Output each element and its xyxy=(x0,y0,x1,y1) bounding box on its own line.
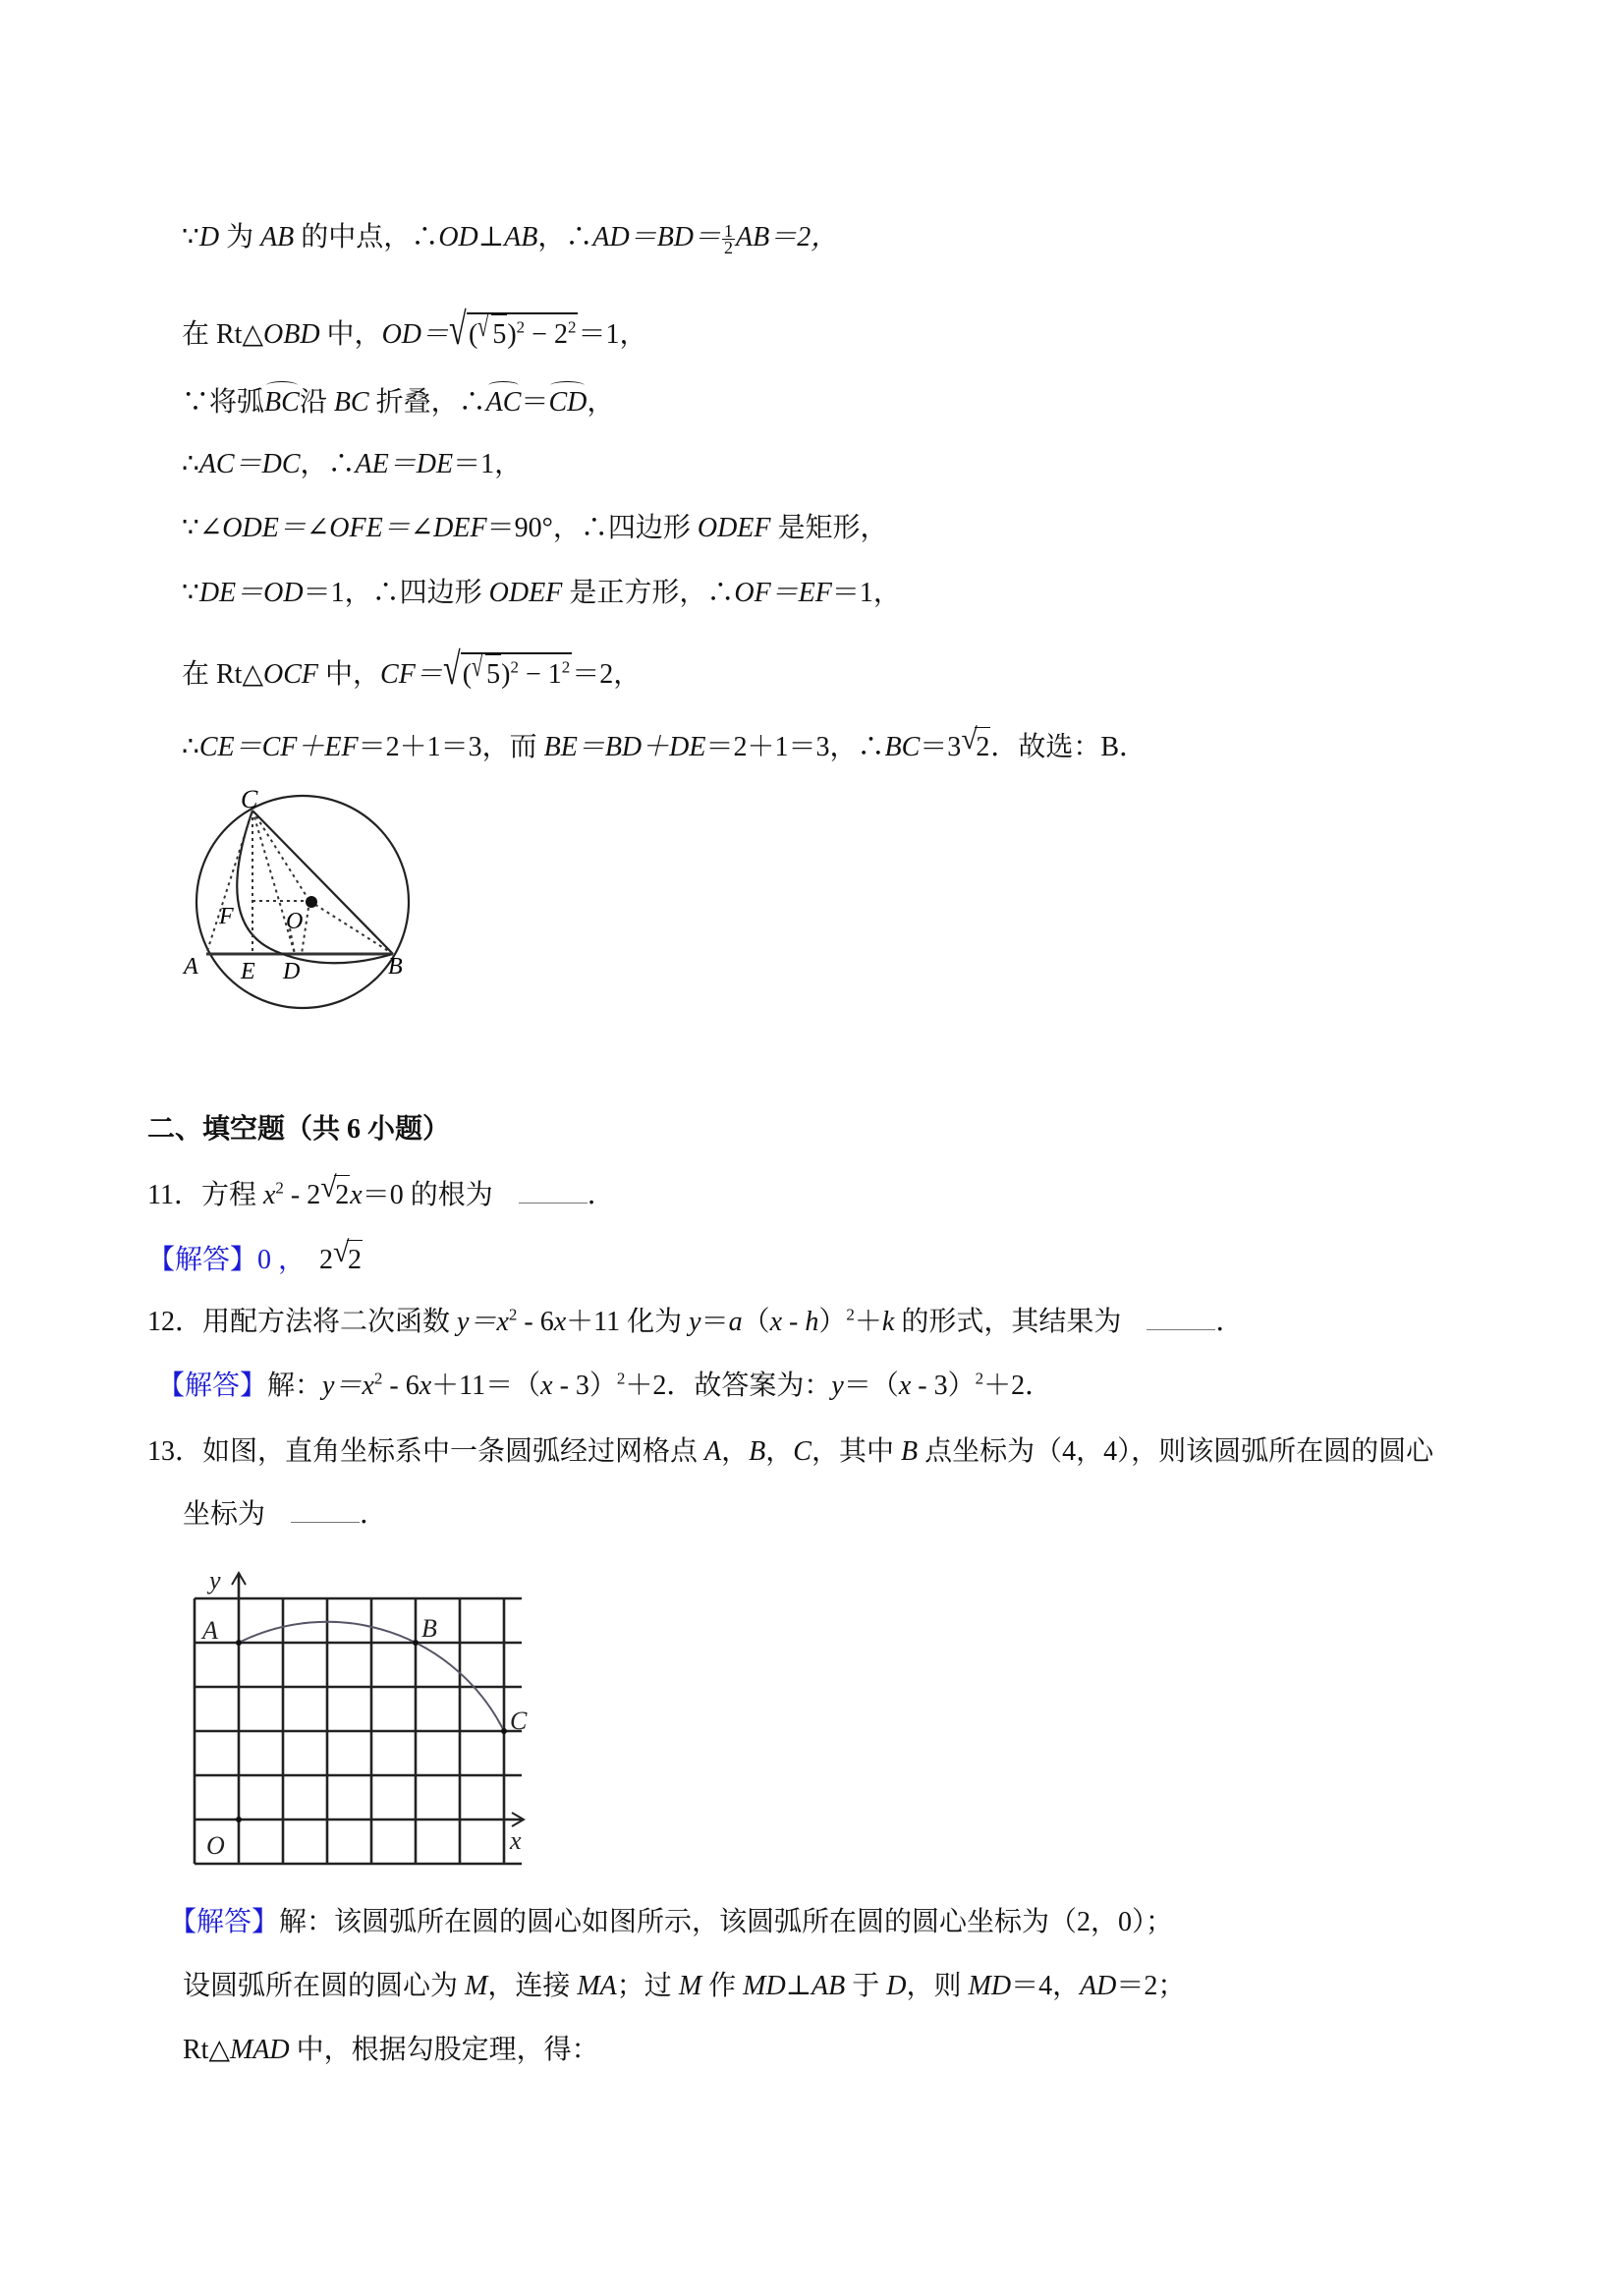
label-a: A xyxy=(184,954,198,980)
answer-blank xyxy=(1147,1306,1215,1330)
origin-point xyxy=(236,1817,242,1822)
arc-bc: BC xyxy=(264,383,300,422)
dotted-co xyxy=(252,811,309,901)
point-a xyxy=(236,1640,242,1646)
question-13-line-2: 坐标为 ． xyxy=(183,1499,388,1530)
point-b xyxy=(413,1640,419,1646)
solution-line-8: ∴CE＝CF＋EF＝2＋1＝3，而 BE＝BD＋DE＝2＋1＝3，∴BC＝3 √ 2．故选：B． xyxy=(182,727,1147,767)
solution-line-5: ∵∠ODE＝∠OFE＝∠DEF＝90°，∴四边形 ODEF 是矩形， xyxy=(182,513,888,543)
dotted-ca xyxy=(206,811,252,954)
coordinate-grid-figure xyxy=(187,1567,550,1872)
answer-tag: 【解答】 xyxy=(169,1907,280,1937)
solution-line-3: ∵将弧BC沿 BC 折叠，∴AC＝CD， xyxy=(182,383,614,422)
answer-blank xyxy=(519,1179,588,1204)
label-o: O xyxy=(286,909,304,934)
solution-line-1: ∵D 为 AB 的中点，∴OD⊥AB，∴AD＝BD＝ $\frac{1}{2}$ AB＝2， xyxy=(182,221,839,258)
square-root: √ ( √ $5)^2 - 1^2$ xyxy=(442,644,571,694)
question-13: 13．如图，直角坐标系中一条圆弧经过网格点 A，B，C，其中 B 点坐标为（4，4），则该圆弧所在圆的圆心 xyxy=(147,1436,1434,1467)
answer-tag: 【解答】 xyxy=(157,1371,268,1401)
circle-geometry-figure xyxy=(182,781,418,1017)
fraction: $\frac{1}{2}$ xyxy=(724,221,734,258)
because-symbol: ∵ xyxy=(182,222,199,252)
label-f: F xyxy=(219,904,234,929)
answer-13-line-2: 设圆弧所在圆的圆心为 M，连接 MA；过 M 作 MD⊥AB 于 D，则 MD＝4，AD＝2； xyxy=(183,1971,1186,2001)
label-b: B xyxy=(388,954,403,980)
answer-11: 【解答】0 ， 2 √ 2 xyxy=(147,1240,363,1280)
arc-cd: CD xyxy=(548,383,587,422)
label-y: y xyxy=(209,1567,221,1595)
answer-13-line-3: Rt△MAD 中，根据勾股定理，得： xyxy=(183,2035,599,2065)
question-11: 11．方程 $x^2 - 2$ √ 2x＝0 的根为 ． xyxy=(147,1175,615,1215)
point-c xyxy=(501,1728,507,1734)
therefore-symbol: ∴ xyxy=(565,222,593,252)
answer-13-line-1: 【解答】解：该圆弧所在圆的圆心如图所示，该圆弧所在圆的圆心坐标为（2，0）； xyxy=(169,1907,1174,1937)
answer-tag: 【解答】 xyxy=(147,1245,258,1275)
question-12: 12．用配方法将二次函数 $y=x^2 - 6x+11$ 化为 y＝a（x - h）$^2$＋k 的形式，其结果为 ． xyxy=(147,1305,1244,1337)
label-a: A xyxy=(202,1616,218,1645)
answer-12: 【解答】解：$y=x^2 - 6x+11=(x - 3)^2+2$．故答案为：y＝（x - 3）$^2$＋2． xyxy=(157,1369,1053,1401)
solution-line-7: 在 Rt△OCF 中，CF＝ √ ( √ $5)^2 - 1^2=2$， xyxy=(182,644,642,694)
folded-arc xyxy=(237,811,393,963)
chord-cb xyxy=(252,811,393,954)
center-point-o xyxy=(306,896,317,908)
label-x: x xyxy=(510,1826,522,1855)
square-root: √ ( √ $5)^2 - 2^2$ xyxy=(449,304,577,354)
solution-line-2: 在 Rt△OBD 中，OD＝ √ ( √ $5)^2 - 2^2=1$， xyxy=(182,304,647,354)
section-heading: 二、填空题（共 6 小题） xyxy=(147,1114,451,1145)
label-d: D xyxy=(283,959,301,984)
label-c: C xyxy=(510,1707,528,1735)
label-b: B xyxy=(421,1614,437,1643)
label-c: C xyxy=(241,785,258,813)
answer-blank xyxy=(291,1498,360,1523)
therefore-symbol: ∴ xyxy=(411,222,439,252)
solution-line-4: ∴AC＝DC，∴AE＝DE＝1， xyxy=(182,449,523,479)
arc-ac: AC xyxy=(486,383,522,422)
solution-line-6: ∵DE＝OD＝1，∴四边形 ODEF 是正方形，∴OF＝EF＝1， xyxy=(182,578,901,608)
dotted-ob xyxy=(309,901,393,954)
label-e: E xyxy=(241,959,255,984)
label-o: O xyxy=(206,1831,225,1860)
